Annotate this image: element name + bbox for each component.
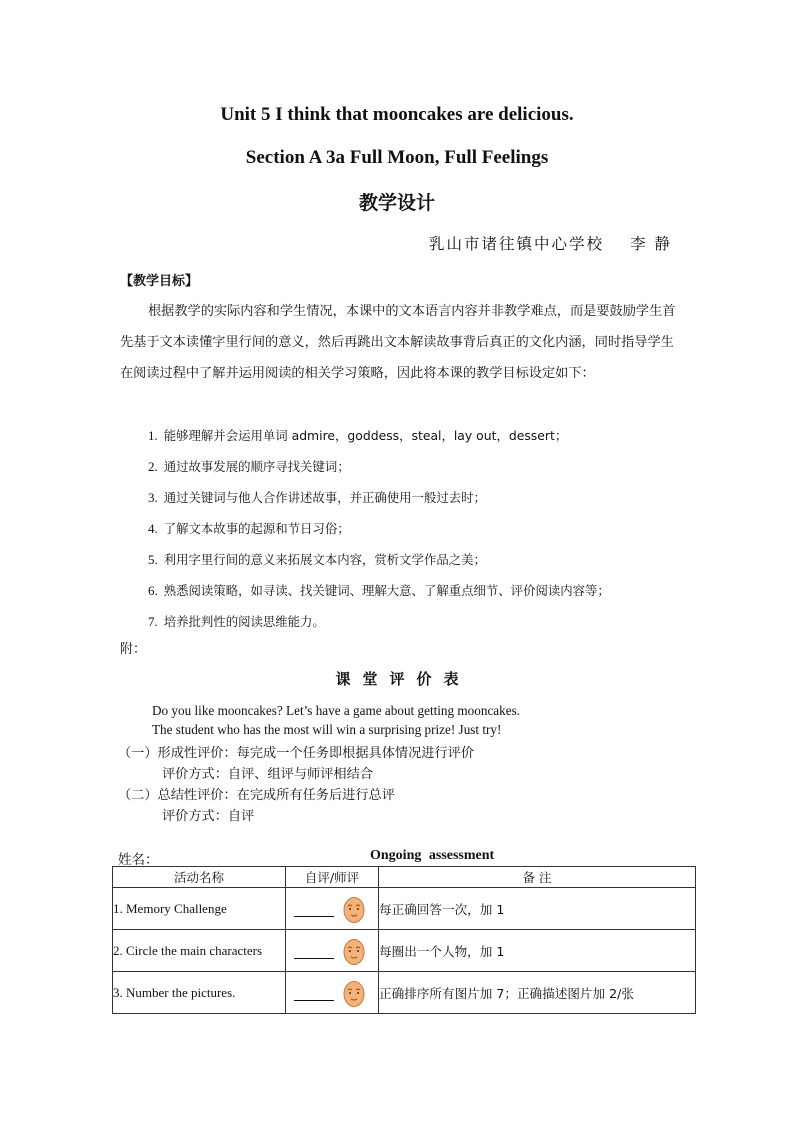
- school-name: 乳山市诸往镇中心学校: [429, 235, 605, 253]
- appendix-label: 附：: [120, 642, 147, 657]
- evaluation-table-title: 课堂评价表: [335, 670, 471, 688]
- mooncake-face-icon: [342, 938, 366, 966]
- assessment-title: Ongoing assessment: [370, 848, 495, 863]
- intro-line-1: Do you like mooncakes? Let’s have a game about getting mooncakes.: [152, 703, 521, 718]
- document-title-cn: 教学设计: [358, 192, 435, 214]
- score-blank[interactable]: [294, 1000, 334, 1001]
- objectives-paragraph: [120, 296, 680, 389]
- activity-cell: 1. Memory Challenge: [113, 888, 286, 930]
- objectives-heading: 【教学目标】: [120, 274, 199, 289]
- objective-item: 2. 通过故事发展的顺序寻找关键词；: [148, 459, 350, 474]
- score-cell[interactable]: [286, 972, 379, 1014]
- note-cell: 每圈出一个人物，加 1: [379, 930, 696, 972]
- formative-evaluation: （一）形成性评价：每完成一个任务即根据具体情况进行评价: [118, 746, 475, 761]
- table-row: [113, 888, 696, 930]
- summative-method: 评价方式：自评: [162, 809, 255, 824]
- formative-method: 评价方式：自评、组评与师评相结合: [162, 767, 373, 782]
- note-cell: 正确排序所有图片加 7；正确描述图片加 2/张: [379, 972, 696, 1014]
- column-header-note: 备 注: [379, 867, 696, 888]
- document-title: Unit 5 I think that mooncakes are delicious.: [220, 104, 574, 125]
- objective-item: 5. 利用字里行间的意义来拓展文本内容，赏析文学作品之美；: [148, 552, 486, 567]
- assessment-table: [112, 866, 696, 1014]
- teacher-name: 李 静: [630, 235, 672, 253]
- objectives-paragraph-text: 根据教学的实际内容和学生情况，本课中的文本语言内容并非教学难点，而是要鼓励学生首先基于文本读懂字里行间的意义，然后再跳出文本解读故事背后真正的文化内涵，同时指导学生在阅读过程中了解并运用阅读的相关学习策略，因此将本课的教学目标设定如下：: [120, 304, 676, 381]
- score-blank[interactable]: [294, 958, 334, 959]
- name-label: 姓名：: [118, 852, 159, 868]
- score-cell[interactable]: [286, 888, 379, 930]
- score-blank[interactable]: [294, 916, 334, 917]
- column-header-score: 自评/师评: [286, 867, 379, 888]
- table-row: [113, 972, 696, 1014]
- score-cell[interactable]: [286, 930, 379, 972]
- table-row: [113, 930, 696, 972]
- activity-cell: 3. Number the pictures.: [113, 972, 286, 1014]
- document-subtitle: Section A 3a Full Moon, Full Feelings: [245, 147, 549, 168]
- objective-item: 6. 熟悉阅读策略，如寻读、找关键词、理解大意、了解重点细节、评价阅读内容等；: [148, 583, 610, 598]
- objective-item: 4. 了解文本故事的起源和节日习俗；: [148, 521, 350, 536]
- summative-evaluation: （二）总结性评价：在完成所有任务后进行总评: [118, 788, 395, 803]
- objective-item: 3. 通过关键词与他人合作讲述故事，并正确使用一般过去时；: [148, 490, 486, 505]
- intro-line-2: The student who has the most will win a surprising prize! Just try!: [152, 722, 502, 737]
- table-header-row: [113, 867, 696, 888]
- mooncake-face-icon: [342, 980, 366, 1008]
- column-header-activity: 活动名称: [113, 867, 286, 888]
- mooncake-face-icon: [342, 896, 366, 924]
- objective-item: 7. 培养批判性的阅读思维能力。: [148, 614, 325, 629]
- objective-item: 1. 能够理解并会运用单词 admire，goddess，steal，lay out，dessert；: [148, 428, 568, 443]
- activity-cell: 2. Circle the main characters: [113, 930, 286, 972]
- author-line: [429, 232, 672, 254]
- note-cell: 每正确回答一次，加 1: [379, 888, 696, 930]
